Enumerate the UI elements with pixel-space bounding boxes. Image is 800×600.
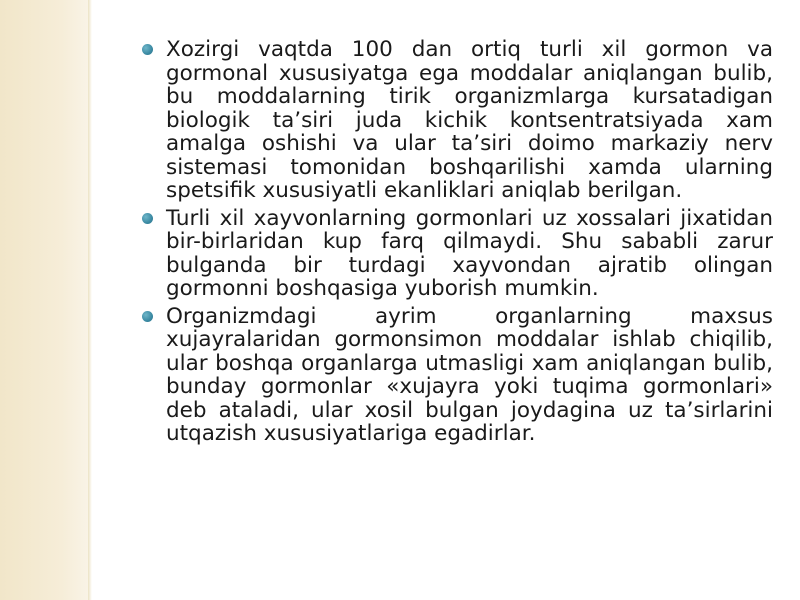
bullet-dot-icon	[142, 44, 153, 55]
bullet-dot-icon	[142, 311, 153, 322]
bullet-text-3: Organizmdagi ayrim organlarning maxsus xujayralaridan gormonsimon moddalar ishlab chiqilib, ular boshqa organlarga utmasligi xam aniqlangan bulib, bunday gormonlar «xujayra yoki tuqima gormonlari» deb ataladi, ular xosil bulgan joydagina uz ta’sirlarini utqazish xususiyatlariga egadirlar.	[166, 303, 773, 446]
bullet-dot-icon	[142, 213, 153, 224]
bullet-list	[140, 38, 773, 450]
bullet-text-1: Xozirgi vaqtda 100 dan ortiq turli xil gormon va gormonal xususiyatga ega moddalar aniqlangan bulib, bu moddalarning tirik organizmlarga kursatadigan biologik ta’siri juda kichik kontsentratsiyada xam amalga oshishi va ular ta’siri doimo markaziy nerv sistemasi tomonidan boshqarilishi xamda ularning spetsifik xususiyatli ekanliklari aniqlab berilgan.	[166, 37, 773, 203]
side-band-edge	[88, 0, 92, 600]
bullet-text-2: Turli xil xayvonlarning gormonlari uz xossalari jixatidan bir-birlaridan kup farq qilmaydi. Shu sababli zarur bulganda bir turdagi xayvondan ajratib olingan gormonni boshqasiga yuborish mumkin.	[166, 205, 773, 301]
bullet-item-2	[140, 207, 773, 301]
bullet-item-1	[140, 38, 773, 203]
decorative-side-band	[0, 0, 88, 600]
bullet-item-3	[140, 305, 773, 446]
